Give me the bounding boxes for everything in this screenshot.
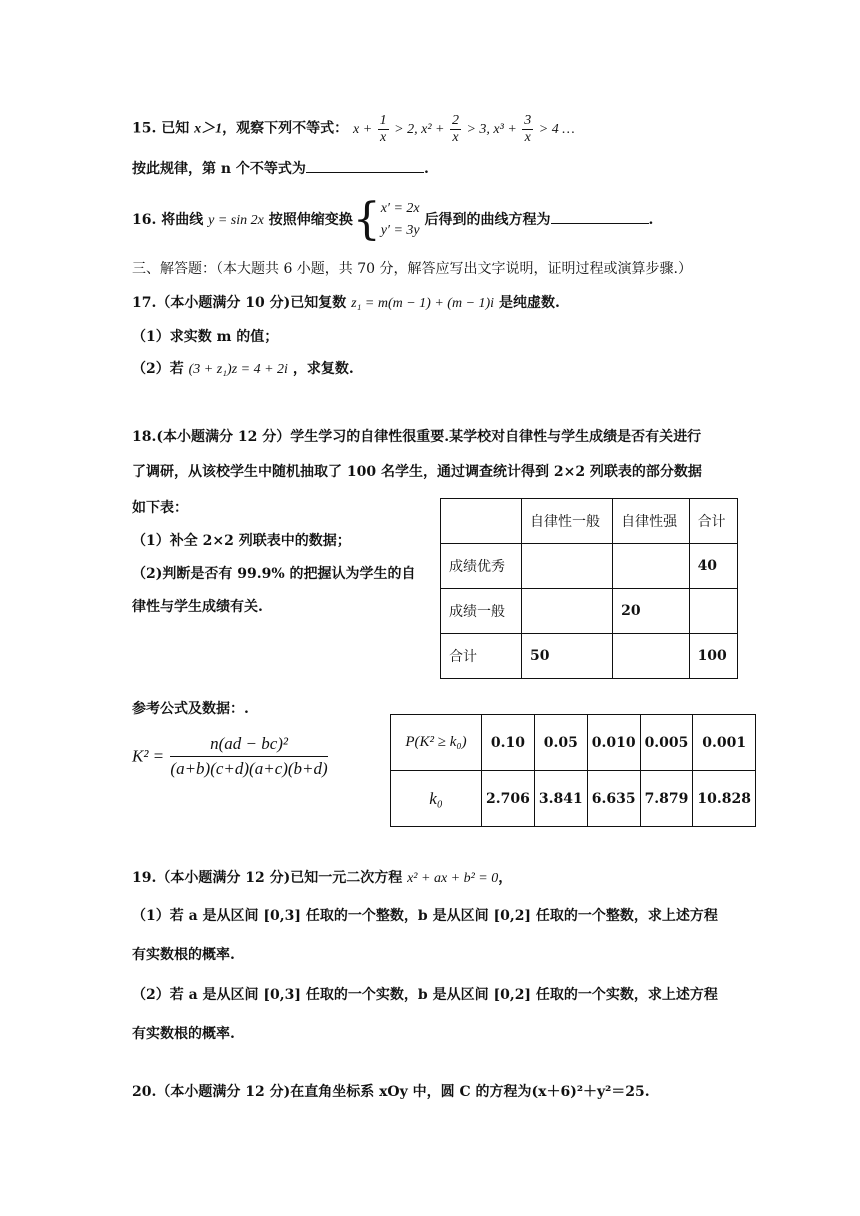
q18-line2: 了调研，从该校学生中随机抽取了 100 名学生，通过调查统计得到 2×2 列联表的部分数据: [132, 464, 702, 480]
q18-part2b: 律性与学生成绩有关.: [132, 599, 263, 615]
table-cell: [689, 589, 737, 634]
table-cell: 3.841: [534, 771, 587, 827]
table-row: [391, 715, 756, 771]
table-cell: 成绩一般: [441, 589, 522, 634]
table-cell: 6.635: [587, 771, 640, 827]
q16-transform-system: x′ = 2x y′ = 3y: [380, 201, 420, 238]
q15-label: 15.: [132, 120, 157, 137]
q15-ineq1: x + $\frac{1}{x}$ > 2,: [352, 113, 418, 145]
table-row: [441, 544, 738, 589]
q19-equation: x² + ax + b² = 0: [407, 871, 499, 886]
table-cell: k₀: [391, 771, 482, 827]
k-squared-formula: K² = $\frac{\text{n(ad − bc)²}}{(a+b)(c+d)(a+c)(b+d)}$: [132, 734, 328, 778]
q17-head: 17.（本小题满分 10 分)已知复数 z₁ = m(m − 1) + (m − 1)i 是纯虚数.: [132, 295, 560, 311]
q15-line2: 按此规律，第 n 个不等式为 .: [132, 156, 429, 180]
q17-part1: （1）求实数 m 的值；: [132, 329, 279, 345]
table-cell: [441, 499, 522, 544]
table-row: [391, 771, 756, 827]
q15-ineq2: x² + $\frac{2}{x}$ > 3,: [421, 113, 490, 145]
q19-part1a: （1）若 a 是从区间 [0,3] 任取的一个整数，b 是从区间 [0,2] 任取的一个整数，求上述方程: [132, 908, 718, 924]
q15-line1: [132, 113, 575, 146]
q15-answer-blank[interactable]: [306, 156, 424, 173]
q15-intro: 已知: [161, 120, 190, 137]
table-row: [441, 499, 738, 544]
q20-line: 20.（本小题满分 12 分)在直角坐标系 xOy 中，圆 C 的方程为(x＋6)²＋y²＝25.: [132, 1084, 650, 1100]
table-header: 自律性一般: [522, 499, 613, 544]
q15-mid: ，观察下列不等式：: [222, 120, 349, 137]
q18-part1: （1）补全 2×2 列联表中的数据；: [132, 533, 351, 549]
table-cell: 0.001: [693, 715, 756, 771]
table-cell: 合计: [441, 634, 522, 679]
contingency-table: [440, 498, 738, 679]
reference-label: 参考公式及数据：.: [132, 701, 249, 717]
q16-answer-blank[interactable]: [551, 207, 649, 224]
table-cell: 100: [689, 634, 737, 679]
critical-value-table: [390, 714, 756, 827]
q19-part1b: 有实数根的概率.: [132, 947, 235, 963]
table-row: [441, 589, 738, 634]
q18-part2a: （2)判断是否有 99.9% 的把握认为学生的自: [132, 566, 416, 582]
table-cell: P(K² ≥ k₀): [391, 715, 482, 771]
q19-head: 19.（本小题满分 12 分)已知一元二次方程 x² + ax + b² = 0，: [132, 870, 513, 886]
q16-curve: y = sin 2x: [208, 213, 264, 228]
table-cell: 10.828: [693, 771, 756, 827]
table-cell: 0.010: [587, 715, 640, 771]
q15-condition: x＞1: [194, 121, 223, 137]
section-3-heading: 三、解答题：（本大题共 6 小题，共 70 分，解答应写出文字说明，证明过程或演算步骤.）: [132, 261, 692, 277]
q17-part2: （2）若 (3 + z₁)z = 4 + 2i ，求复数.: [132, 361, 354, 377]
table-cell: 7.879: [640, 771, 693, 827]
table-cell: 40: [689, 544, 737, 589]
q18-line3: 如下表：: [132, 500, 188, 516]
table-cell: 成绩优秀: [441, 544, 522, 589]
table-cell: [522, 544, 613, 589]
table-cell: 0.05: [534, 715, 587, 771]
q19-part2b: 有实数根的概率.: [132, 1026, 235, 1042]
table-header: 自律性强: [613, 499, 689, 544]
table-cell: [613, 544, 689, 589]
table-cell: 2.706: [482, 771, 535, 827]
table-cell: 20: [613, 589, 689, 634]
table-header: 合计: [689, 499, 737, 544]
q16-label: 16.: [132, 212, 157, 228]
q18-line1: 18.(本小题满分 12 分）学生学习的自律性很重要.某学校对自律性与学生成绩是否有关进行: [132, 429, 702, 445]
table-cell: [613, 634, 689, 679]
left-brace-icon: {: [352, 194, 381, 245]
table-cell: 0.005: [640, 715, 693, 771]
q17-formula: z₁ = m(m − 1) + (m − 1)i: [351, 296, 495, 311]
q15-ineq3: x³ + $\frac{3}{x}$ > 4 …: [493, 113, 575, 145]
table-row: [441, 634, 738, 679]
table-cell: [522, 589, 613, 634]
table-cell: 50: [522, 634, 613, 679]
q19-part2a: （2）若 a 是从区间 [0,3] 任取的一个实数，b 是从区间 [0,2] 任取的一个实数，求上述方程: [132, 987, 718, 1003]
table-cell: 0.10: [482, 715, 535, 771]
q17-part2-formula: (3 + z₁)z = 4 + 2i: [188, 362, 288, 377]
q16-line: 16. 将曲线 y = sin 2x 按照伸缩变换{ x′ = 2x y′ = 3y 后得到的曲线方程为 .: [132, 194, 654, 245]
